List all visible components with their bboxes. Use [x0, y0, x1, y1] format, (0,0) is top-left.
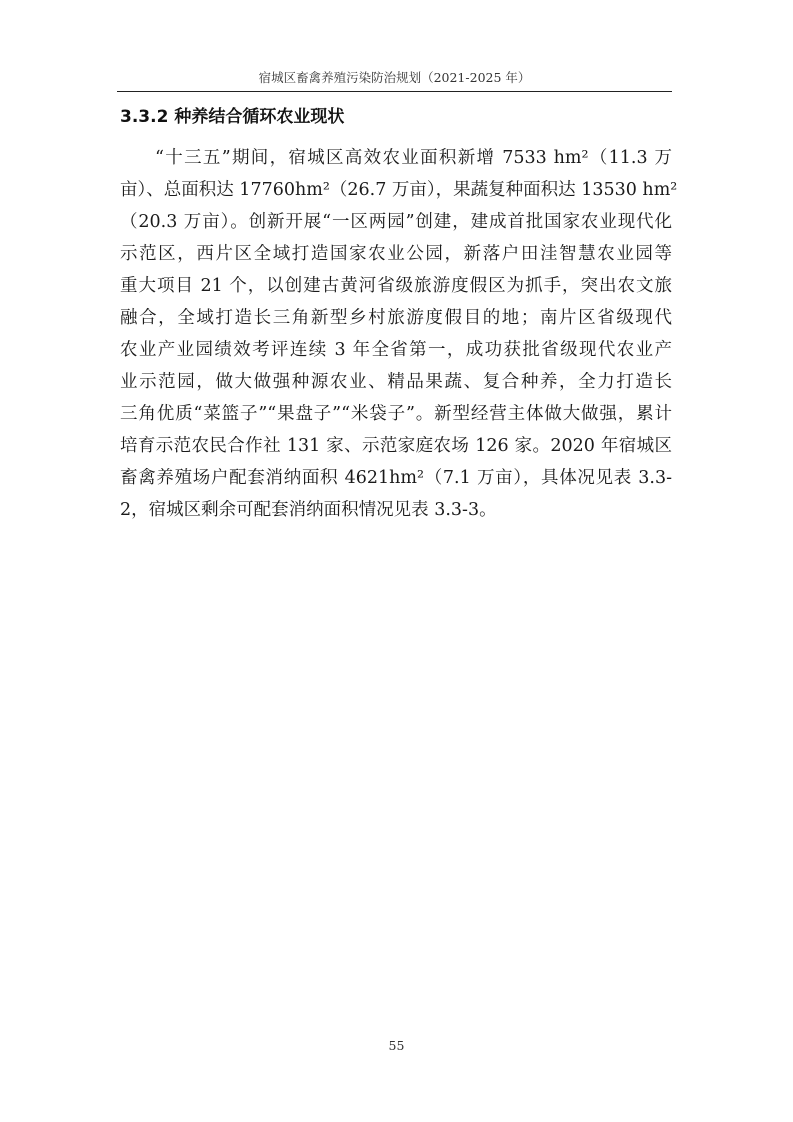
paragraph-line: “十三五”期间，宿城区高效农业面积新增 7533 hm²（11.3 万	[155, 148, 672, 168]
paragraph-line: 重大项目 21 个，以创建古黄河省级旅游度假区为抓手，突出农文旅	[120, 276, 672, 296]
section-heading: 3.3.2 种养结合循环农业现状	[120, 107, 345, 127]
paragraph-line: 农业产业园绩效考评连续 3 年全省第一，成功获批省级现代农业产	[120, 340, 672, 360]
paragraph-line: 畜禽养殖场户配套消纳面积 4621hm²（7.1 万亩），具体况见表 3.3-	[120, 468, 672, 488]
paragraph-line: 示范区，西片区全域打造国家农业公园，新落户田洼智慧农业园等	[120, 244, 672, 264]
body-paragraph	[120, 142, 678, 526]
paragraph-line: （20.3 万亩）。创新开展“一区两园”创建，建成首批国家农业现代化	[120, 212, 672, 232]
paragraph-line: 融合，全域打造长三角新型乡村旅游度假目的地；南片区省级现代	[120, 308, 672, 328]
running-header: 宿城区畜禽养殖污染防治规划（2021-2025 年）	[258, 70, 531, 85]
paragraph-line: 培育示范农民合作社 131 家、示范家庭农场 126 家。2020 年宿城区	[120, 436, 672, 456]
header-divider	[117, 91, 672, 92]
paragraph-line: 亩）、总面积达 17760hm²（26.7 万亩），果蔬复种面积达 13530 hm²	[120, 180, 678, 200]
paragraph-line: 2，宿城区剩余可配套消纳面积情况见表 3.3-3。	[120, 500, 497, 520]
page-number: 55	[388, 1038, 405, 1053]
paragraph-line: 三角优质“菜篮子”“果盘子”“米袋子”。新型经营主体做大做强，累计	[120, 404, 672, 424]
paragraph-line: 业示范园，做大做强种源农业、精品果蔬、复合种养，全力打造长	[120, 372, 672, 392]
